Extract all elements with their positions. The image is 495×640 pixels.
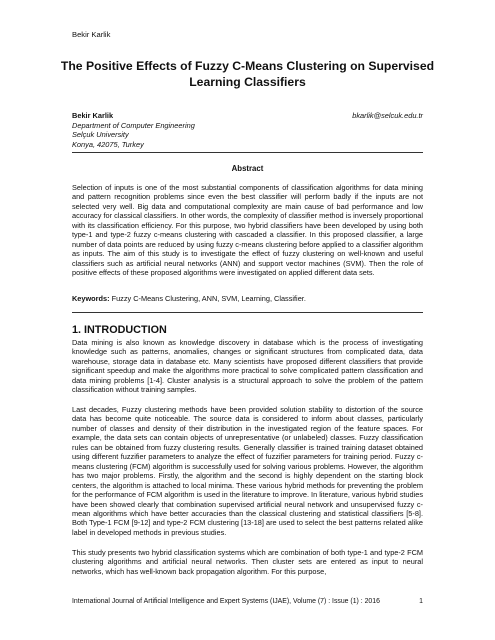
- intro-paragraph-3: This study presents two hybrid classification systems which are combination of both type-1 and type-2 FCM clustering algorithms and artificial neural networks. Then cluster sets are entered as input to neural networks, which has well-known back propagation algorithm. For this purpose,: [72, 548, 423, 576]
- page-footer: [72, 598, 423, 605]
- author-name: Bekir Karlik: [72, 111, 114, 120]
- abstract-heading: Abstract: [231, 164, 264, 173]
- intro-paragraph-1: Data mining is also known as knowledge discovery in database which is the process of investigating knowledge such as patterns, anomalies, changes or significant structures from complicated data, data warehouse, storage data in database etc. Many scientists have proposed different classifiers that provide significant speedup and make the algorithms more practical to solve complicated pattern classification and data mining problems [1-4]. Cluster analysis is a structural approach to solve the problem of the pattern classification without training samples.: [72, 338, 423, 395]
- running-head: Bekir Karlik: [72, 30, 111, 39]
- author-location: Konya, 42075, Turkey: [72, 139, 144, 149]
- footer-journal: International Journal of Artificial Intelligence and Expert Systems (IJAE), Volume (7) : Issue (1) : 2016: [72, 598, 380, 605]
- section-heading-introduction: 1. INTRODUCTION: [72, 324, 167, 336]
- divider-top: [72, 152, 423, 153]
- keywords: [72, 294, 423, 303]
- intro-paragraph-2: Last decades, Fuzzy clustering methods have been provided solution stability to distortion of the source data has become quite noticeable. The source data is considered to inform about classes, particularly number of classes and density of their distribution in the investigated region of the feature spaces. For example, the data sets can contain objects of unrepresentative (or unlabeled) classes. Fuzzy classification rules can be obtained from fuzzy clustering results. Generally classifier is trained training dataset obtained using different fuzzifier parameters to analyze the effect of fuzzifier parameters for training period. Fuzzy c-means clustering (FCM) algorithm is successfully used for solving various problems. However, the algorithm has two major problems. Firstly, the algorithm and the second is highly dependent on the starting block centers, the algorithm is attached to local minima. These various hybrid methods for preventing the problem for the performance of FCM algorithm is used in the literature to improve. In literature, various hybrid studies have been showed clearly that combination supervised artificial neural network and unsupervised fuzzy c-mean algorithms which have better accuracies than the classical clustering and statistical classifiers [5-8]. Both Type-1 FCM [9-12] and type-2 FCM clustering [13-18] are used to select the best patterns related alike label in developed methods in previous studies.: [72, 405, 423, 537]
- author-email[interactable]: bkarlik@selcuk.edu.tr: [352, 111, 423, 120]
- page-number: 1: [419, 598, 423, 605]
- keywords-label: Keywords:: [72, 294, 110, 303]
- paper-title: The Positive Effects of Fuzzy C-Means Clustering on Supervised Learning Classifiers: [60, 59, 435, 89]
- keywords-text: Fuzzy C-Means Clustering, ANN, SVM, Learning, Classifier.: [109, 294, 306, 303]
- author-department: Department of Computer Engineering: [72, 120, 195, 130]
- author-block: [72, 111, 423, 149]
- divider-bottom: [72, 312, 423, 313]
- abstract-text: Selection of inputs is one of the most substantial components of classification algorithms for data mining and pattern recognition problems since even the best classifier will perform badly if the inputs are not selected very well. Big data and computational complexity are main cause of bad performance and low accuracy for classical classifiers. In other words, the complexity of classifier method is inversely proportional with its classification efficiency. For this purpose, two hybrid classifiers have been developed by using both type-1 and type-2 fuzzy c-means clustering with cascaded a classifier. In this proposed classifier, a large number of data points are reduced by using fuzzy c-means clustering before applied to a classifier algorithm as inputs. The aim of this study is to investigate the effect of fuzzy clustering on well-known and useful classifiers such as artificial neural networks (ANN) and support vector machines (SVM). Then the role of positive effects of these proposed algorithms were investigated on applied different data sets.: [72, 183, 423, 278]
- author-university: Selçuk University: [72, 130, 129, 140]
